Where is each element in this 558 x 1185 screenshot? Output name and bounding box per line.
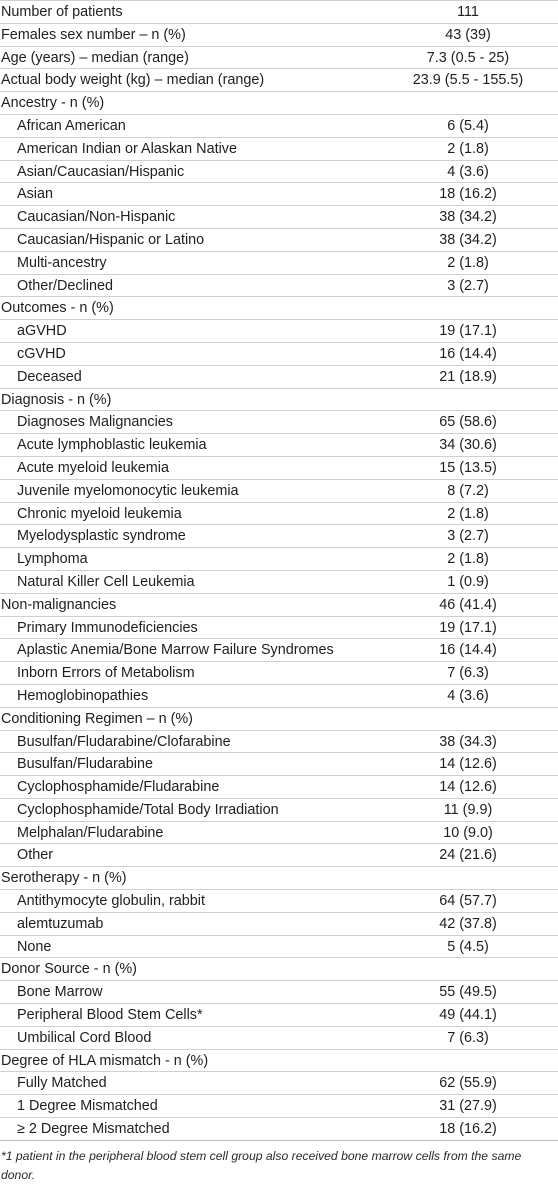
table-row: [0, 958, 558, 981]
row-label: Non-malignancies: [0, 593, 378, 616]
row-label: American Indian or Alaskan Native: [0, 137, 378, 160]
row-value: 23.9 (5.5 - 155.5): [378, 69, 558, 92]
table-row: [0, 525, 558, 548]
table-row: [0, 593, 558, 616]
row-label: Primary Immunodeficiencies: [0, 616, 378, 639]
row-value: 46 (41.4): [378, 593, 558, 616]
row-label: Cyclophosphamide/Total Body Irradiation: [0, 798, 378, 821]
table-row: [0, 1, 558, 23]
table-footnote: *1 patient in the peripheral blood stem cell group also received bone marrow cells from the same donor.: [1, 1148, 522, 1182]
row-value: 42 (37.8): [378, 912, 558, 935]
table-row: [0, 548, 558, 571]
row-value: 19 (17.1): [378, 616, 558, 639]
row-value: 2 (1.8): [378, 548, 558, 571]
row-value: 5 (4.5): [378, 935, 558, 958]
table-row: [0, 434, 558, 457]
patient-characteristics-table: [0, 1, 558, 1141]
row-label: Actual body weight (kg) – median (range): [0, 69, 378, 92]
row-label: Other/Declined: [0, 274, 378, 297]
table-row: [0, 753, 558, 776]
row-value: 4 (3.6): [378, 160, 558, 183]
row-label: Acute myeloid leukemia: [0, 456, 378, 479]
table-row: [0, 92, 558, 115]
row-label: Other: [0, 844, 378, 867]
table-row: [0, 23, 558, 46]
row-label: Caucasian/Non-Hispanic: [0, 206, 378, 229]
table-row: [0, 1004, 558, 1027]
row-value: 15 (13.5): [378, 456, 558, 479]
table-row: [0, 206, 558, 229]
row-label: Myelodysplastic syndrome: [0, 525, 378, 548]
row-label: Serotherapy - n (%): [0, 867, 378, 890]
row-label: Deceased: [0, 365, 378, 388]
row-label: Inborn Errors of Metabolism: [0, 662, 378, 685]
table-row: [0, 1049, 558, 1072]
row-value: 43 (39): [378, 23, 558, 46]
table-row: [0, 1095, 558, 1118]
row-value: 14 (12.6): [378, 753, 558, 776]
row-label: aGVHD: [0, 320, 378, 343]
row-value: 49 (44.1): [378, 1004, 558, 1027]
row-value: 65 (58.6): [378, 411, 558, 434]
table-row: [0, 684, 558, 707]
row-label: ≥ 2 Degree Mismatched: [0, 1118, 378, 1141]
row-label: Melphalan/Fludarabine: [0, 821, 378, 844]
row-value: 64 (57.7): [378, 890, 558, 913]
row-value: [378, 297, 558, 320]
table-row: [0, 1118, 558, 1141]
row-label: Umbilical Cord Blood: [0, 1026, 378, 1049]
table-row: [0, 137, 558, 160]
row-label: Hemoglobinopathies: [0, 684, 378, 707]
row-label: Donor Source - n (%): [0, 958, 378, 981]
row-value: 10 (9.0): [378, 821, 558, 844]
row-value: 4 (3.6): [378, 684, 558, 707]
row-value: 7 (6.3): [378, 662, 558, 685]
row-value: [378, 707, 558, 730]
table-row: [0, 912, 558, 935]
table-row: [0, 342, 558, 365]
table-row: [0, 388, 558, 411]
table-row: [0, 981, 558, 1004]
table-row: [0, 867, 558, 890]
table-body: [0, 1, 558, 1140]
row-label: Lymphoma: [0, 548, 378, 571]
row-label: Multi-ancestry: [0, 251, 378, 274]
row-value: 16 (14.4): [378, 342, 558, 365]
row-label: Conditioning Regimen – n (%): [0, 707, 378, 730]
row-value: 38 (34.3): [378, 730, 558, 753]
row-label: Natural Killer Cell Leukemia: [0, 570, 378, 593]
table-row: [0, 844, 558, 867]
row-label: alemtuzumab: [0, 912, 378, 935]
row-value: 1 (0.9): [378, 570, 558, 593]
row-label: Ancestry - n (%): [0, 92, 378, 115]
row-value: 21 (18.9): [378, 365, 558, 388]
row-label: Females sex number – n (%): [0, 23, 378, 46]
table-row: [0, 320, 558, 343]
row-value: [378, 1049, 558, 1072]
table-row: [0, 69, 558, 92]
row-label: Peripheral Blood Stem Cells*: [0, 1004, 378, 1027]
row-value: [378, 92, 558, 115]
row-label: Diagnosis - n (%): [0, 388, 378, 411]
table-row: [0, 228, 558, 251]
row-value: 3 (2.7): [378, 274, 558, 297]
row-value: 18 (16.2): [378, 183, 558, 206]
table-row: [0, 730, 558, 753]
row-value: 111: [378, 1, 558, 23]
table-row: [0, 798, 558, 821]
row-label: Caucasian/Hispanic or Latino: [0, 228, 378, 251]
row-value: [378, 388, 558, 411]
row-label: Bone Marrow: [0, 981, 378, 1004]
row-value: 14 (12.6): [378, 776, 558, 799]
table-row: [0, 935, 558, 958]
row-value: 8 (7.2): [378, 479, 558, 502]
row-label: Outcomes - n (%): [0, 297, 378, 320]
row-value: 7.3 (0.5 - 25): [378, 46, 558, 69]
row-label: Diagnoses Malignancies: [0, 411, 378, 434]
row-value: 19 (17.1): [378, 320, 558, 343]
table-row: [0, 297, 558, 320]
table-row: [0, 890, 558, 913]
table-row: [0, 707, 558, 730]
row-label: Antithymocyte globulin, rabbit: [0, 890, 378, 913]
table-row: [0, 570, 558, 593]
row-value: 24 (21.6): [378, 844, 558, 867]
row-value: [378, 958, 558, 981]
row-value: 62 (55.9): [378, 1072, 558, 1095]
table-row: [0, 616, 558, 639]
row-label: Asian: [0, 183, 378, 206]
row-value: 16 (14.4): [378, 639, 558, 662]
row-label: Degree of HLA mismatch - n (%): [0, 1049, 378, 1072]
table-row: [0, 479, 558, 502]
row-value: 2 (1.8): [378, 137, 558, 160]
table-row: [0, 251, 558, 274]
table-row: [0, 456, 558, 479]
row-label: African American: [0, 114, 378, 137]
table-row: [0, 274, 558, 297]
table-row: [0, 662, 558, 685]
row-value: [378, 867, 558, 890]
row-label: cGVHD: [0, 342, 378, 365]
row-value: 34 (30.6): [378, 434, 558, 457]
row-label: Cyclophosphamide/Fludarabine: [0, 776, 378, 799]
row-label: Number of patients: [0, 1, 378, 23]
row-label: Acute lymphoblastic leukemia: [0, 434, 378, 457]
table-row: [0, 160, 558, 183]
row-value: 18 (16.2): [378, 1118, 558, 1141]
row-value: 6 (5.4): [378, 114, 558, 137]
table-row: [0, 46, 558, 69]
row-value: 38 (34.2): [378, 206, 558, 229]
row-label: Busulfan/Fludarabine/Clofarabine: [0, 730, 378, 753]
row-value: 11 (9.9): [378, 798, 558, 821]
row-label: Age (years) – median (range): [0, 46, 378, 69]
row-label: Fully Matched: [0, 1072, 378, 1095]
table-row: [0, 411, 558, 434]
table-row: [0, 776, 558, 799]
table-row: [0, 821, 558, 844]
row-label: Juvenile myelomonocytic leukemia: [0, 479, 378, 502]
row-value: 2 (1.8): [378, 502, 558, 525]
row-label: Busulfan/Fludarabine: [0, 753, 378, 776]
row-value: 2 (1.8): [378, 251, 558, 274]
row-value: 7 (6.3): [378, 1026, 558, 1049]
table-row: [0, 639, 558, 662]
table-row: [0, 183, 558, 206]
row-label: None: [0, 935, 378, 958]
row-value: 3 (2.7): [378, 525, 558, 548]
row-value: 55 (49.5): [378, 981, 558, 1004]
row-label: Chronic myeloid leukemia: [0, 502, 378, 525]
table-row: [0, 114, 558, 137]
table-row: [0, 365, 558, 388]
row-label: Asian/Caucasian/Hispanic: [0, 160, 378, 183]
row-value: 31 (27.9): [378, 1095, 558, 1118]
row-label: Aplastic Anemia/Bone Marrow Failure Syndromes: [0, 639, 378, 662]
table-row: [0, 1072, 558, 1095]
row-label: 1 Degree Mismatched: [0, 1095, 378, 1118]
row-value: 38 (34.2): [378, 228, 558, 251]
table-row: [0, 1026, 558, 1049]
table-row: [0, 502, 558, 525]
